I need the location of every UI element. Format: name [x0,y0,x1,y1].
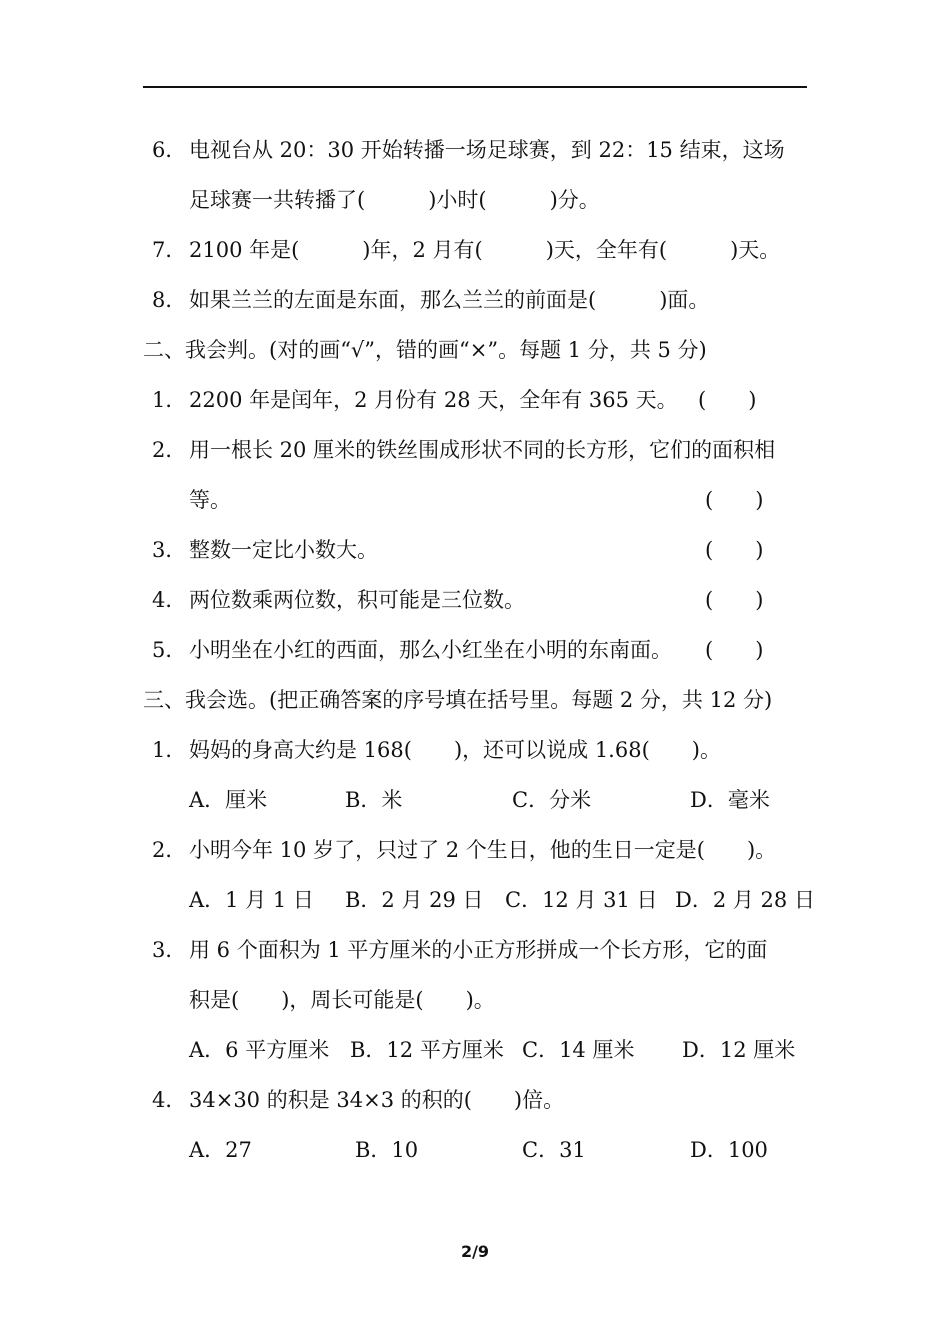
c4-option-d: D．100 [690,1138,768,1162]
c4-number: 4． [152,1088,187,1112]
j4-text: 两位数乘两位数，积可能是三位数。 [189,588,525,612]
q6-text-line2: 足球赛一共转播了( )小时( )分。 [189,188,600,212]
j3-answer-paren: ( ) [705,538,764,562]
page-number: 2/9 [460,1242,490,1261]
q8-text: 如果兰兰的左面是东面，那么兰兰的前面是( )面。 [189,288,710,312]
c2-option-c: C．12 月 31 日 [505,888,658,912]
c3-option-c: C．14 厘米 [522,1038,635,1062]
c1-option-d: D．毫米 [690,788,770,812]
j4-answer-paren: ( ) [705,588,764,612]
q8-number: 8． [152,288,187,312]
c3-number: 3． [152,938,187,962]
section3-title: 三、我会选。(把正确答案的序号填在括号里。每题 2 分，共 12 分) [143,688,773,712]
j2-answer-paren: ( ) [705,488,764,512]
j5-text: 小明坐在小红的西面，那么小红坐在小明的东南面。 [189,638,672,662]
j5-number: 5． [152,638,187,662]
q7-text: 2100 年是( )年，2 月有( )天，全年有( )天。 [189,238,781,262]
c3-text-line1: 用 6 个面积为 1 平方厘米的小正方形拼成一个长方形，它的面 [189,938,768,962]
c3-option-a: A．6 平方厘米 [189,1038,330,1062]
j2-number: 2． [152,438,187,462]
section2-title: 二、我会判。(对的画“√”，错的画“×”。每题 1 分，共 5 分) [143,338,707,362]
header-rule [143,86,807,88]
c1-text: 妈妈的身高大约是 168( )，还可以说成 1.68( )。 [189,738,721,762]
j3-number: 3． [152,538,187,562]
c3-text-line2: 积是( )，周长可能是( )。 [189,988,495,1012]
j5-answer-paren: ( ) [705,638,764,662]
c2-number: 2． [152,838,187,862]
c1-option-c: C．分米 [512,788,592,812]
c2-option-d: D．2 月 28 日 [675,888,815,912]
c4-option-b: B．10 [355,1138,419,1162]
c3-option-d: D．12 厘米 [682,1038,796,1062]
j1-number: 1． [152,388,187,412]
c2-text: 小明今年 10 岁了，只过了 2 个生日，他的生日一定是( )。 [189,838,777,862]
c1-option-a: A．厘米 [189,788,268,812]
c4-text: 34×30 的积是 34×3 的积的( )倍。 [189,1088,565,1112]
j1-text: 2200 年是闰年，2 月份有 28 天，全年有 365 天。 [189,388,678,412]
c2-option-a: A．1 月 1 日 [189,888,314,912]
c1-number: 1． [152,738,187,762]
c2-option-b: B．2 月 29 日 [345,888,484,912]
j2-text-line2: 等。 [189,488,231,512]
q6-number: 6． [152,138,187,162]
c4-option-c: C．31 [522,1138,586,1162]
q7-number: 7． [152,238,187,262]
j2-text-line1: 用一根长 20 厘米的铁丝围成形状不同的长方形，它们的面积相 [189,438,776,462]
j4-number: 4． [152,588,187,612]
c1-option-b: B．米 [345,788,403,812]
j3-text: 整数一定比小数大。 [189,538,378,562]
c3-option-b: B．12 平方厘米 [350,1038,504,1062]
q6-text-line1: 电视台从 20：30 开始转播一场足球赛，到 22：15 结束，这场 [189,138,785,162]
j1-answer-paren: ( ) [698,388,757,412]
c4-option-a: A．27 [189,1138,252,1162]
